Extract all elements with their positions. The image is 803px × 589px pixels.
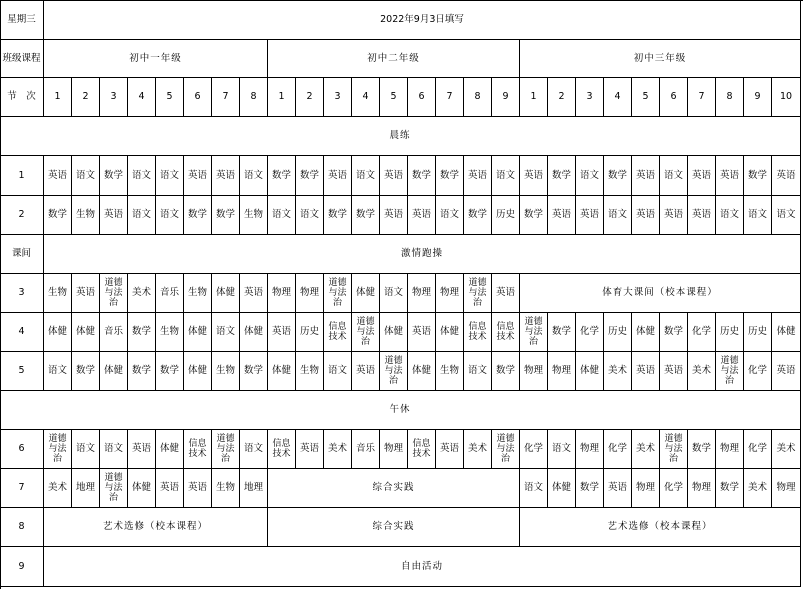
subject-cell: 数学 xyxy=(688,430,716,469)
subject-cell: 英语 xyxy=(660,196,688,235)
class-number: 4 xyxy=(128,78,156,117)
class-number: 9 xyxy=(492,78,520,117)
period-row-label: 7 xyxy=(0,469,44,508)
subject-cell: 语文 xyxy=(772,196,801,235)
subject-cell: 英语 xyxy=(464,156,492,196)
subject-cell: 生物 xyxy=(436,352,464,391)
subject-cell: 物理 xyxy=(576,430,604,469)
period-row-label: 2 xyxy=(0,196,44,235)
subject-cell: 英语 xyxy=(296,430,324,469)
subject-cell: 化学 xyxy=(576,313,604,352)
subject-cell: 信息技术 xyxy=(408,430,436,469)
class-number: 6 xyxy=(660,78,688,117)
subject-cell: 道德与法治 xyxy=(100,469,128,508)
subject-cell: 语文 xyxy=(520,469,548,508)
subject-cell: 物理 xyxy=(716,430,744,469)
subject-cell: 体健 xyxy=(128,469,156,508)
subject-cell: 语文 xyxy=(156,156,184,196)
subject-cell: 历史 xyxy=(744,313,772,352)
class-number: 7 xyxy=(688,78,716,117)
subject-cell: 美术 xyxy=(464,430,492,469)
subject-cell: 数学 xyxy=(744,156,772,196)
subject-cell: 英语 xyxy=(772,352,801,391)
subject-cell: 道德与法治 xyxy=(464,274,492,313)
class-number: 10 xyxy=(772,78,801,117)
subject-cell: 英语 xyxy=(408,196,436,235)
subject-cell: 生物 xyxy=(212,469,240,508)
subject-cell: 英语 xyxy=(72,274,100,313)
subject-cell: 英语 xyxy=(380,196,408,235)
subject-cell: 体健 xyxy=(380,313,408,352)
subject-cell: 道德与法治 xyxy=(492,430,520,469)
subject-cell: 语文 xyxy=(128,196,156,235)
class-number: 2 xyxy=(296,78,324,117)
subject-cell: 数学 xyxy=(548,313,576,352)
subject-cell: 数学 xyxy=(100,156,128,196)
subject-cell: 英语 xyxy=(772,156,801,196)
subject-cell: 语文 xyxy=(268,196,296,235)
subject-cell: 数学 xyxy=(576,469,604,508)
subject-cell: 语文 xyxy=(296,196,324,235)
subject-cell: 语文 xyxy=(604,196,632,235)
subject-cell: 道德与法治 xyxy=(212,430,240,469)
class-number: 4 xyxy=(352,78,380,117)
class-number: 4 xyxy=(604,78,632,117)
subject-cell: 历史 xyxy=(604,313,632,352)
subject-cell: 历史 xyxy=(296,313,324,352)
subject-cell: 道德与法治 xyxy=(44,430,72,469)
subject-cell: 美术 xyxy=(128,274,156,313)
subject-cell: 语文 xyxy=(380,274,408,313)
period-row-label: 4 xyxy=(0,313,44,352)
subject-cell: 道德与法治 xyxy=(100,274,128,313)
subject-cell: 英语 xyxy=(380,156,408,196)
subject-cell: 英语 xyxy=(492,274,520,313)
subject-cell: 语文 xyxy=(660,156,688,196)
subject-cell: 生物 xyxy=(44,274,72,313)
subject-cell: 英语 xyxy=(212,156,240,196)
class-number: 5 xyxy=(632,78,660,117)
class-number: 5 xyxy=(156,78,184,117)
class-number: 3 xyxy=(576,78,604,117)
subject-cell: 语文 xyxy=(156,196,184,235)
subject-cell: 体健 xyxy=(100,352,128,391)
subject-cell: 语文 xyxy=(436,196,464,235)
subject-cell: 语文 xyxy=(44,352,72,391)
subject-cell: 美术 xyxy=(744,469,772,508)
subject-cell: 物理 xyxy=(436,274,464,313)
subject-cell: 数学 xyxy=(548,156,576,196)
subject-cell: 地理 xyxy=(240,469,268,508)
subject-cell: 音乐 xyxy=(100,313,128,352)
subject-cell: 生物 xyxy=(72,196,100,235)
subject-cell: 历史 xyxy=(492,196,520,235)
subject-cell: 美术 xyxy=(772,430,801,469)
subject-cell: 信息技术 xyxy=(324,313,352,352)
subject-cell: 语文 xyxy=(72,156,100,196)
subject-cell: 体健 xyxy=(156,430,184,469)
grade-activity-span: 艺术选修（校本课程） xyxy=(520,508,801,547)
subject-cell: 生物 xyxy=(240,196,268,235)
subject-cell: 英语 xyxy=(660,352,688,391)
class-number: 8 xyxy=(716,78,744,117)
subject-cell: 体健 xyxy=(44,313,72,352)
subject-cell: 语文 xyxy=(128,156,156,196)
subject-cell: 体健 xyxy=(352,274,380,313)
subject-cell: 英语 xyxy=(156,469,184,508)
subject-cell: 数学 xyxy=(660,313,688,352)
subject-cell: 体健 xyxy=(240,313,268,352)
subject-cell: 物理 xyxy=(520,352,548,391)
subject-cell: 体健 xyxy=(408,352,436,391)
period-row-label: 6 xyxy=(0,430,44,469)
grade-activity-span: 艺术选修（校本课程） xyxy=(44,508,268,547)
subject-cell: 英语 xyxy=(128,430,156,469)
subject-cell: 化学 xyxy=(744,352,772,391)
class-number: 8 xyxy=(464,78,492,117)
class-number: 3 xyxy=(324,78,352,117)
grade-header: 初中二年级 xyxy=(268,40,520,78)
subject-cell: 生物 xyxy=(212,352,240,391)
subject-cell: 数学 xyxy=(72,352,100,391)
class-number: 6 xyxy=(408,78,436,117)
subject-cell: 英语 xyxy=(100,196,128,235)
subject-cell: 信息技术 xyxy=(268,430,296,469)
subject-cell: 英语 xyxy=(688,156,716,196)
subject-cell: 数学 xyxy=(604,156,632,196)
subject-cell: 生物 xyxy=(296,352,324,391)
subject-cell: 体健 xyxy=(576,352,604,391)
subject-cell: 道德与法治 xyxy=(324,274,352,313)
subject-cell: 音乐 xyxy=(352,430,380,469)
subject-cell: 数学 xyxy=(716,469,744,508)
subject-cell: 语文 xyxy=(240,430,268,469)
subject-cell: 英语 xyxy=(184,156,212,196)
subject-cell: 英语 xyxy=(240,274,268,313)
period-row-label: 课间 xyxy=(0,235,44,274)
activity-span: 午休 xyxy=(0,391,801,430)
subject-cell: 道德与法治 xyxy=(380,352,408,391)
subject-cell: 体健 xyxy=(212,274,240,313)
subject-cell: 数学 xyxy=(156,352,184,391)
subject-cell: 历史 xyxy=(716,313,744,352)
subject-cell: 数学 xyxy=(128,313,156,352)
date-note: 2022年9月3日填写 xyxy=(44,0,801,40)
subject-cell: 信息技术 xyxy=(464,313,492,352)
subject-cell: 英语 xyxy=(408,313,436,352)
class-number: 1 xyxy=(44,78,72,117)
activity-span: 体育大课间（校本课程） xyxy=(520,274,801,313)
subject-cell: 英语 xyxy=(44,156,72,196)
day-label: 星期三 xyxy=(0,0,44,40)
subject-cell: 美术 xyxy=(604,352,632,391)
class-number: 7 xyxy=(436,78,464,117)
class-number: 1 xyxy=(268,78,296,117)
subject-cell: 数学 xyxy=(464,196,492,235)
subject-cell: 语文 xyxy=(744,196,772,235)
subject-cell: 英语 xyxy=(632,196,660,235)
grade-activity-span: 综合实践 xyxy=(268,508,520,547)
subject-cell: 数学 xyxy=(268,156,296,196)
class-number: 3 xyxy=(100,78,128,117)
subject-cell: 英语 xyxy=(352,352,380,391)
subject-cell: 英语 xyxy=(688,196,716,235)
subject-cell: 数学 xyxy=(408,156,436,196)
subject-cell: 化学 xyxy=(660,469,688,508)
subject-cell: 数学 xyxy=(44,196,72,235)
subject-cell: 信息技术 xyxy=(184,430,212,469)
subject-cell: 生物 xyxy=(184,274,212,313)
period-row-label: 5 xyxy=(0,352,44,391)
subject-cell: 数学 xyxy=(436,156,464,196)
subject-cell: 英语 xyxy=(268,313,296,352)
subject-cell: 物理 xyxy=(296,274,324,313)
subject-cell: 体健 xyxy=(268,352,296,391)
subject-cell: 化学 xyxy=(744,430,772,469)
activity-span: 晨练 xyxy=(0,117,801,156)
period-row-label: 3 xyxy=(0,274,44,313)
subject-cell: 物理 xyxy=(632,469,660,508)
subject-cell: 数学 xyxy=(212,196,240,235)
subject-cell: 物理 xyxy=(268,274,296,313)
subject-cell: 英语 xyxy=(184,469,212,508)
subject-cell: 体健 xyxy=(772,313,801,352)
period-label: 节 次 xyxy=(0,78,44,117)
subject-cell: 数学 xyxy=(240,352,268,391)
subject-cell: 物理 xyxy=(548,352,576,391)
class-number: 7 xyxy=(212,78,240,117)
subject-cell: 化学 xyxy=(688,313,716,352)
subject-cell: 数学 xyxy=(184,196,212,235)
subject-cell: 英语 xyxy=(632,156,660,196)
period-row-label: 1 xyxy=(0,156,44,196)
subject-cell: 信息技术 xyxy=(492,313,520,352)
subject-cell: 体健 xyxy=(184,352,212,391)
subject-cell: 语文 xyxy=(324,352,352,391)
period-row-label: 9 xyxy=(0,547,44,587)
subject-cell: 数学 xyxy=(128,352,156,391)
subject-cell: 数学 xyxy=(352,196,380,235)
subject-cell: 数学 xyxy=(296,156,324,196)
subject-cell: 语文 xyxy=(100,430,128,469)
subject-cell: 体健 xyxy=(184,313,212,352)
subject-cell: 道德与法治 xyxy=(660,430,688,469)
subject-cell: 体健 xyxy=(632,313,660,352)
subject-cell: 英语 xyxy=(436,430,464,469)
activity-span: 激情跑操 xyxy=(44,235,801,274)
subject-cell: 语文 xyxy=(240,156,268,196)
class-number: 1 xyxy=(520,78,548,117)
subject-cell: 道德与法治 xyxy=(716,352,744,391)
period-row-label: 8 xyxy=(0,508,44,547)
subject-cell: 语文 xyxy=(548,430,576,469)
subject-cell: 道德与法治 xyxy=(352,313,380,352)
subject-cell: 化学 xyxy=(604,430,632,469)
subject-cell: 化学 xyxy=(520,430,548,469)
subject-cell: 英语 xyxy=(632,352,660,391)
class-course-label: 班级课程 xyxy=(0,40,44,78)
subject-cell: 美术 xyxy=(688,352,716,391)
class-number: 5 xyxy=(380,78,408,117)
class-number: 6 xyxy=(184,78,212,117)
grade-header: 初中一年级 xyxy=(44,40,268,78)
subject-cell: 英语 xyxy=(324,156,352,196)
subject-cell: 语文 xyxy=(576,156,604,196)
subject-cell: 音乐 xyxy=(156,274,184,313)
subject-cell: 英语 xyxy=(520,156,548,196)
subject-cell: 数学 xyxy=(324,196,352,235)
subject-cell: 物理 xyxy=(772,469,801,508)
subject-cell: 英语 xyxy=(604,469,632,508)
activity-span: 综合实践 xyxy=(268,469,520,508)
class-number: 2 xyxy=(548,78,576,117)
activity-span: 自由活动 xyxy=(44,547,801,587)
subject-cell: 语文 xyxy=(716,196,744,235)
class-number: 9 xyxy=(744,78,772,117)
subject-cell: 语文 xyxy=(212,313,240,352)
subject-cell: 体健 xyxy=(548,469,576,508)
subject-cell: 英语 xyxy=(716,156,744,196)
subject-cell: 物理 xyxy=(380,430,408,469)
subject-cell: 英语 xyxy=(576,196,604,235)
subject-cell: 美术 xyxy=(44,469,72,508)
subject-cell: 体健 xyxy=(436,313,464,352)
subject-cell: 英语 xyxy=(548,196,576,235)
subject-cell: 语文 xyxy=(464,352,492,391)
subject-cell: 美术 xyxy=(324,430,352,469)
subject-cell: 物理 xyxy=(408,274,436,313)
subject-cell: 生物 xyxy=(156,313,184,352)
subject-cell: 数学 xyxy=(520,196,548,235)
subject-cell: 数学 xyxy=(492,352,520,391)
subject-cell: 道德与法治 xyxy=(520,313,548,352)
subject-cell: 语文 xyxy=(352,156,380,196)
subject-cell: 物理 xyxy=(688,469,716,508)
subject-cell: 地理 xyxy=(72,469,100,508)
subject-cell: 语文 xyxy=(492,156,520,196)
subject-cell: 体健 xyxy=(72,313,100,352)
subject-cell: 美术 xyxy=(632,430,660,469)
subject-cell: 语文 xyxy=(72,430,100,469)
class-number: 8 xyxy=(240,78,268,117)
grade-header: 初中三年级 xyxy=(520,40,801,78)
class-number: 2 xyxy=(72,78,100,117)
